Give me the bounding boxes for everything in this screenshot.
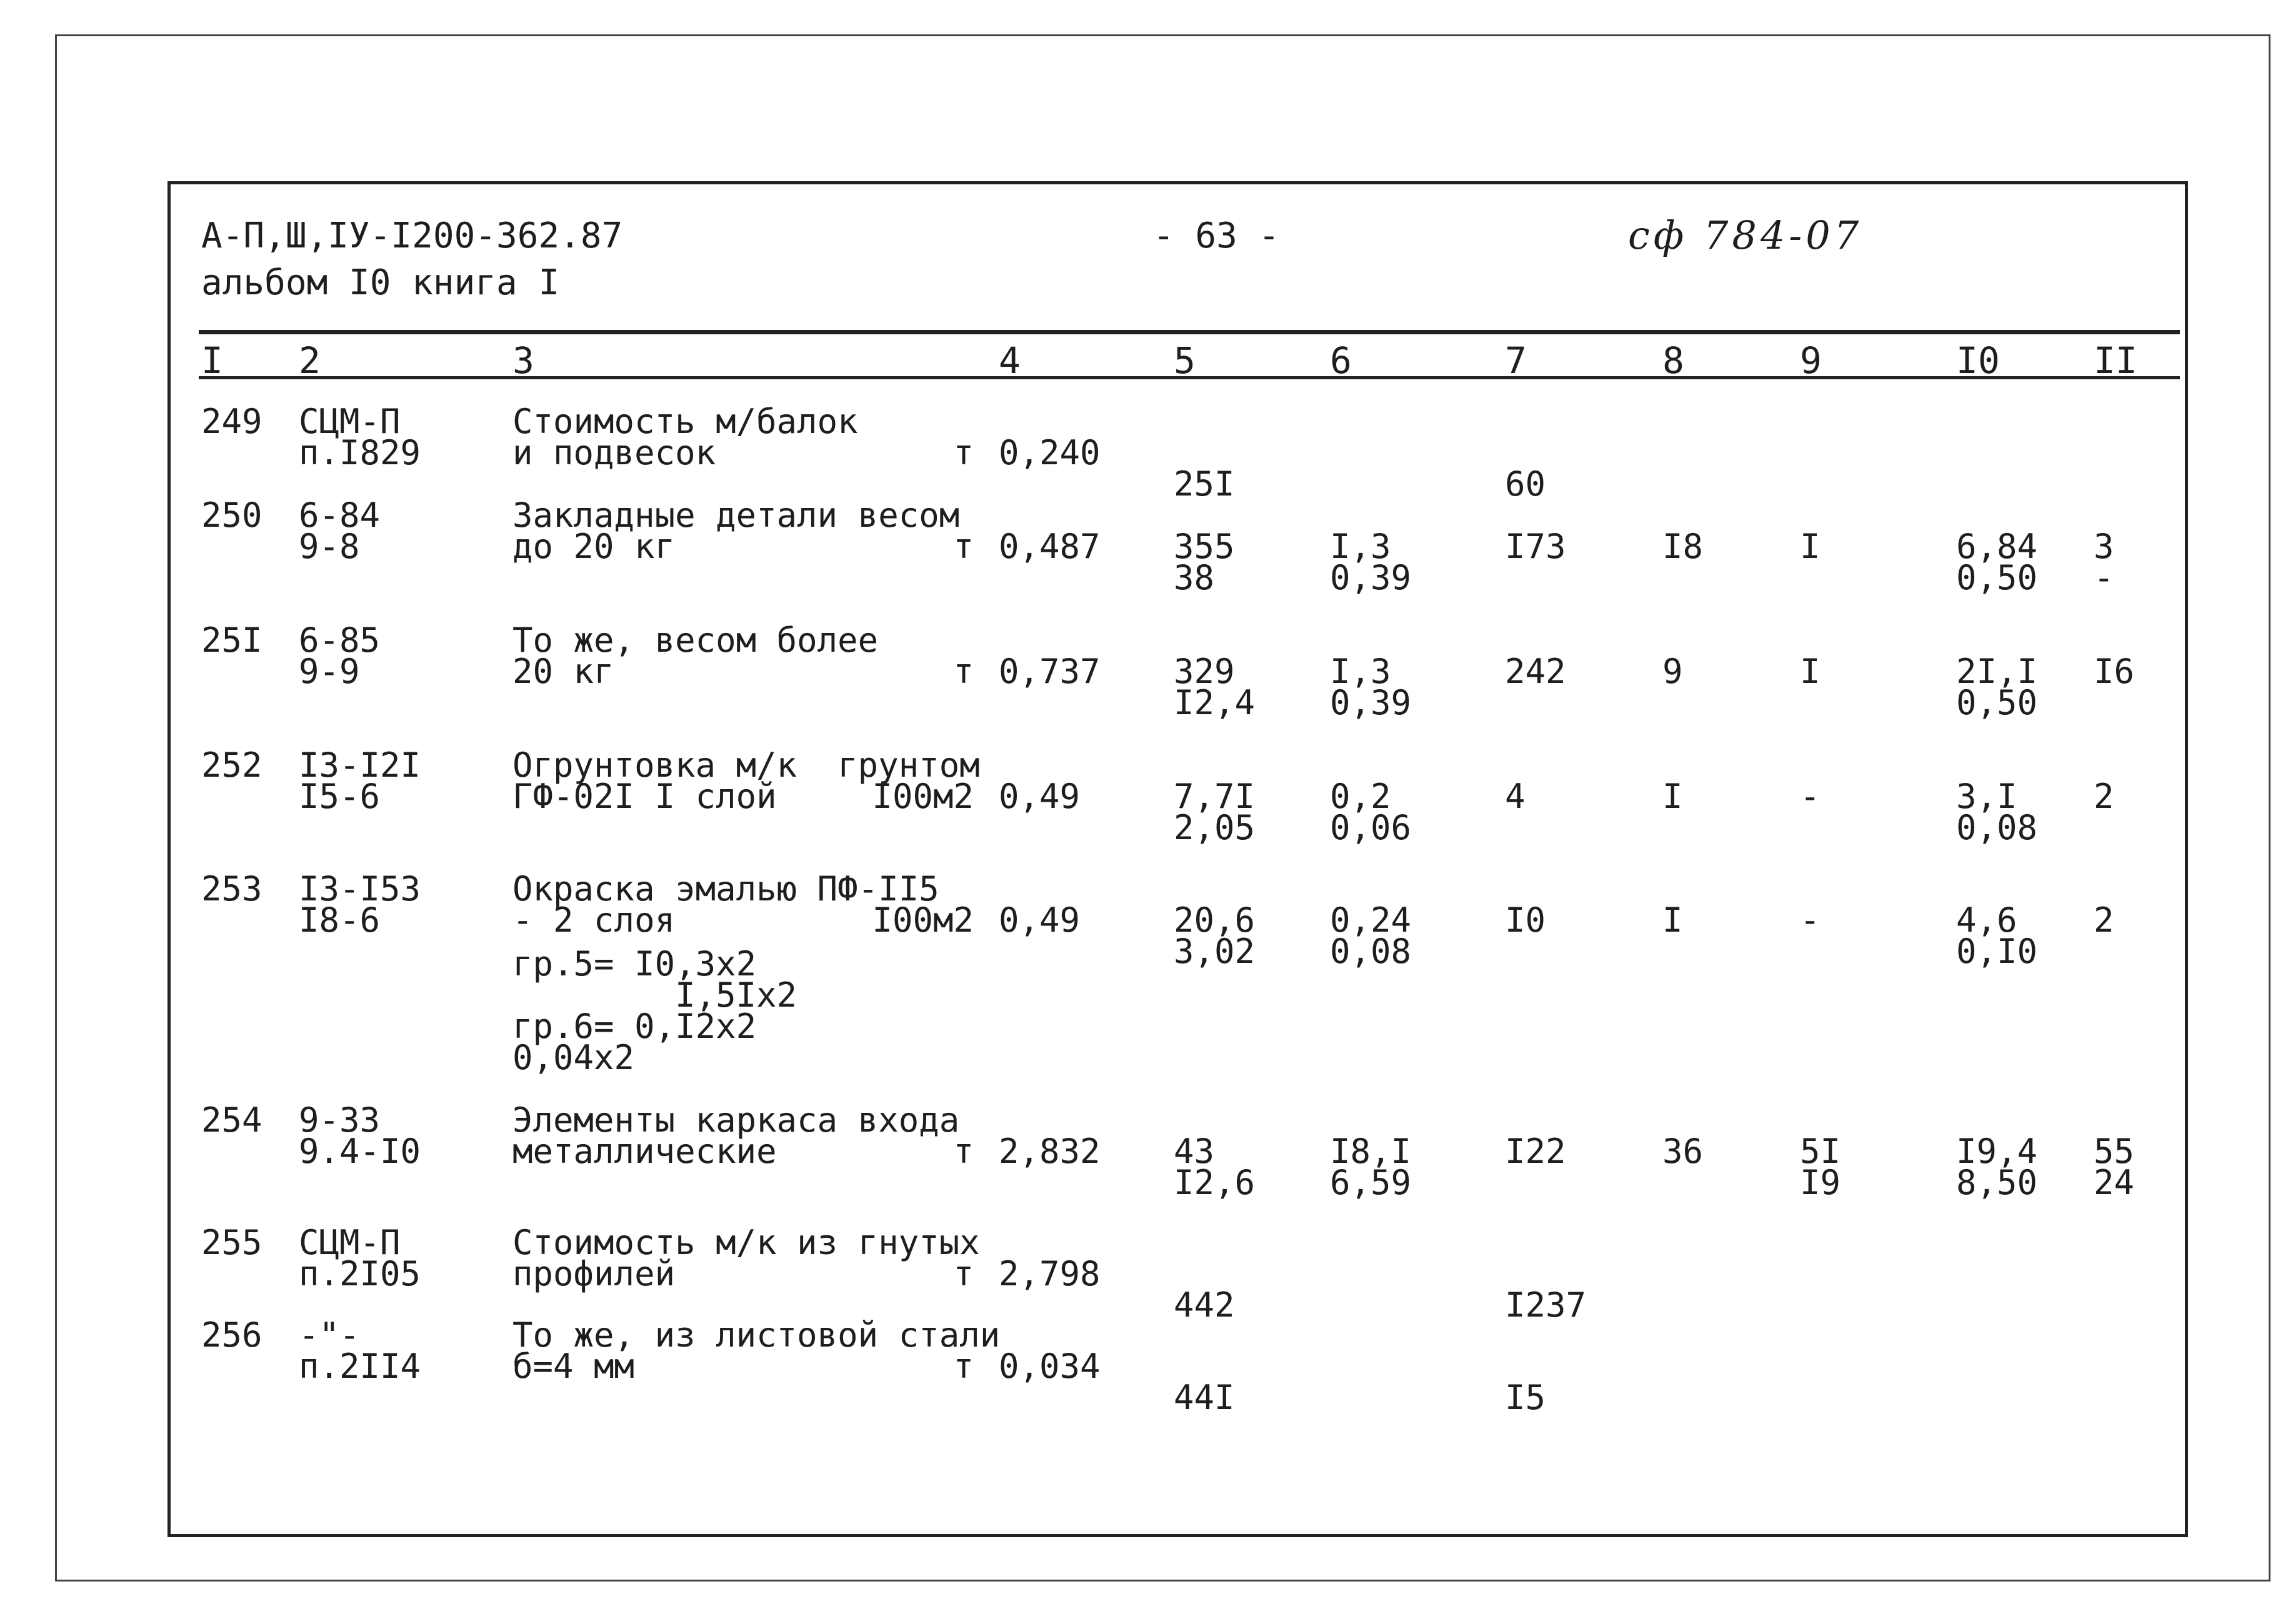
value-col-6: 6,59 [1330,1163,1412,1202]
column-header-5: 5 [1174,339,1196,382]
unit-label: т [953,652,974,691]
unit-label: т [953,1132,974,1171]
value-col-9: I9 [1800,1163,1841,1202]
value-col-9: 5I [1800,1132,1841,1171]
value-col-8: 36 [1662,1132,1704,1171]
value-col-5: 20,6 [1174,900,1256,940]
value-col-10: 0,I0 [1956,932,2038,971]
value-col-11: 3 [2094,527,2114,566]
value-col-7: I5 [1505,1378,1546,1417]
quantity: 2,798 [999,1254,1101,1293]
value-col-10: 0,08 [1956,808,2038,847]
column-header-3: 3 [512,339,534,382]
value-col-7: 242 [1505,652,1566,691]
column-header-4: 4 [999,339,1021,382]
quantity: 0,240 [999,433,1101,472]
description-line: до 20 кг [512,527,676,566]
value-col-8: I [1662,777,1683,816]
formula-line: 0,04x2 [512,1038,635,1077]
value-col-7: I237 [1505,1285,1587,1325]
description-line: Закладные детали весом [512,496,960,535]
column-header-1: I [201,339,223,382]
value-col-5: 25I [1174,464,1235,504]
value-col-6: I,3 [1330,652,1391,691]
row-number: 249 [201,402,262,441]
value-col-11: 2 [2094,900,2114,940]
value-col-6: 0,2 [1330,777,1391,816]
norm-code: 6-84 [299,496,381,535]
norm-code: 9-8 [299,527,360,566]
description-line: 20 кг [512,652,614,691]
value-col-10: 0,50 [1956,558,2038,597]
unit-label: т [953,527,974,566]
column-header-6: 6 [1330,339,1352,382]
value-col-9: - [1800,777,1821,816]
description-line: и подвесок [512,433,716,472]
value-col-7: I73 [1505,527,1566,566]
value-col-6: I8,I [1330,1132,1412,1171]
unit-label: т [953,433,974,472]
value-col-5: I2,6 [1174,1163,1256,1202]
value-col-5: 2,05 [1174,808,1256,847]
value-col-8: 9 [1662,652,1683,691]
value-col-6: 0,39 [1330,558,1412,597]
norm-code: п.2I05 [299,1254,421,1293]
norm-code: 6-85 [299,620,381,660]
value-col-7: I0 [1505,900,1546,940]
header-rule-top [199,330,2180,334]
norm-code: 9-9 [299,652,360,691]
value-col-5: 329 [1174,652,1235,691]
value-col-10: 8,50 [1956,1163,2038,1202]
quantity: 0,034 [999,1347,1101,1386]
album-label: альбом I0 книга I [201,262,560,303]
column-header-10: I0 [1956,339,2000,382]
value-col-5: 44I [1174,1378,1235,1417]
value-col-6: I,3 [1330,527,1391,566]
description-line: - 2 слоя [512,900,676,940]
column-header-9: 9 [1800,339,1822,382]
value-col-6: 0,24 [1330,900,1412,940]
column-header-11: II [2094,339,2137,382]
description-line: б=4 мм [512,1347,635,1386]
value-col-10: I9,4 [1956,1132,2038,1171]
norm-code: СЦМ-П [299,1223,401,1262]
description-line: Окраска эмалью ПФ-II5 [512,869,939,909]
value-col-10: 6,84 [1956,527,2038,566]
description-line: Огрунтовка м/к грунтом [512,745,980,785]
norm-code: I3-I2I [299,745,421,785]
value-col-7: 4 [1505,777,1526,816]
column-header-2: 2 [299,339,321,382]
formula-line: I,5Ix2 [512,975,797,1015]
description-line: То же, из листовой стали [512,1315,1001,1355]
value-col-9: - [1800,900,1821,940]
description-line: металлические [512,1132,777,1171]
inner-frame [167,181,2188,1537]
unit-label: I00м2 [872,900,974,940]
description-line: Стоимость м/балок [512,402,858,441]
value-col-5: 355 [1174,527,1235,566]
value-col-6: 0,06 [1330,808,1412,847]
handwritten-note: сф 784-07 [1628,212,1863,258]
value-col-5: 3,02 [1174,932,1256,971]
value-col-11: I6 [2094,652,2135,691]
row-number: 254 [201,1100,262,1140]
row-number: 252 [201,745,262,785]
value-col-6: 0,39 [1330,683,1412,722]
unit-label: I00м2 [872,777,974,816]
description-line: То же, весом более [512,620,879,660]
norm-code: 9.4-I0 [299,1132,421,1171]
row-number: 25I [201,620,262,660]
quantity: 2,832 [999,1132,1101,1171]
norm-code: -"- [299,1315,360,1355]
row-number: 250 [201,496,262,535]
row-number: 253 [201,869,262,909]
value-col-7: 60 [1505,464,1546,504]
value-col-9: I [1800,652,1821,691]
value-col-5: I2,4 [1174,683,1256,722]
norm-code: СЦМ-П [299,402,401,441]
quantity: 0,49 [999,900,1081,940]
row-number: 256 [201,1315,262,1355]
description-line: профилей [512,1254,676,1293]
norm-code: п.2II4 [299,1347,421,1386]
value-col-5: 43 [1174,1132,1215,1171]
column-header-7: 7 [1505,339,1527,382]
value-col-5: 7,7I [1174,777,1256,816]
formula-line: гр.6= 0,I2x2 [512,1007,757,1046]
norm-code: 9-33 [299,1100,381,1140]
description-line: Элементы каркаса входа [512,1100,960,1140]
row-number: 255 [201,1223,262,1262]
value-col-6: 0,08 [1330,932,1412,971]
value-col-5: 442 [1174,1285,1235,1325]
norm-code: I8-6 [299,900,381,940]
value-col-5: 38 [1174,558,1215,597]
value-col-8: I8 [1662,527,1704,566]
quantity: 0,737 [999,652,1101,691]
norm-code: I3-I53 [299,869,421,909]
value-col-11: 2 [2094,777,2114,816]
column-header-8: 8 [1662,339,1684,382]
value-col-10: 4,6 [1956,900,2017,940]
value-col-10: 3,I [1956,777,2017,816]
value-col-11: 55 [2094,1132,2135,1171]
value-col-10: 0,50 [1956,683,2038,722]
value-col-8: I [1662,900,1683,940]
value-col-10: 2I,I [1956,652,2038,691]
value-col-9: I [1800,527,1821,566]
page-number: - 63 - [1153,216,1280,256]
description-line: ГФ-02I I слой [512,777,777,816]
quantity: 0,49 [999,777,1081,816]
norm-code: I5-6 [299,777,381,816]
formula-line: гр.5= I0,3x2 [512,944,757,984]
norm-code: п.I829 [299,433,421,472]
value-col-11: - [2094,558,2114,597]
description-line: Стоимость м/к из гнутых [512,1223,980,1262]
value-col-11: 24 [2094,1163,2135,1202]
quantity: 0,487 [999,527,1101,566]
unit-label: т [953,1254,974,1293]
unit-label: т [953,1347,974,1386]
document-code: А-П,Ш,IУ-I200-362.87 [201,216,623,256]
value-col-7: I22 [1505,1132,1566,1171]
